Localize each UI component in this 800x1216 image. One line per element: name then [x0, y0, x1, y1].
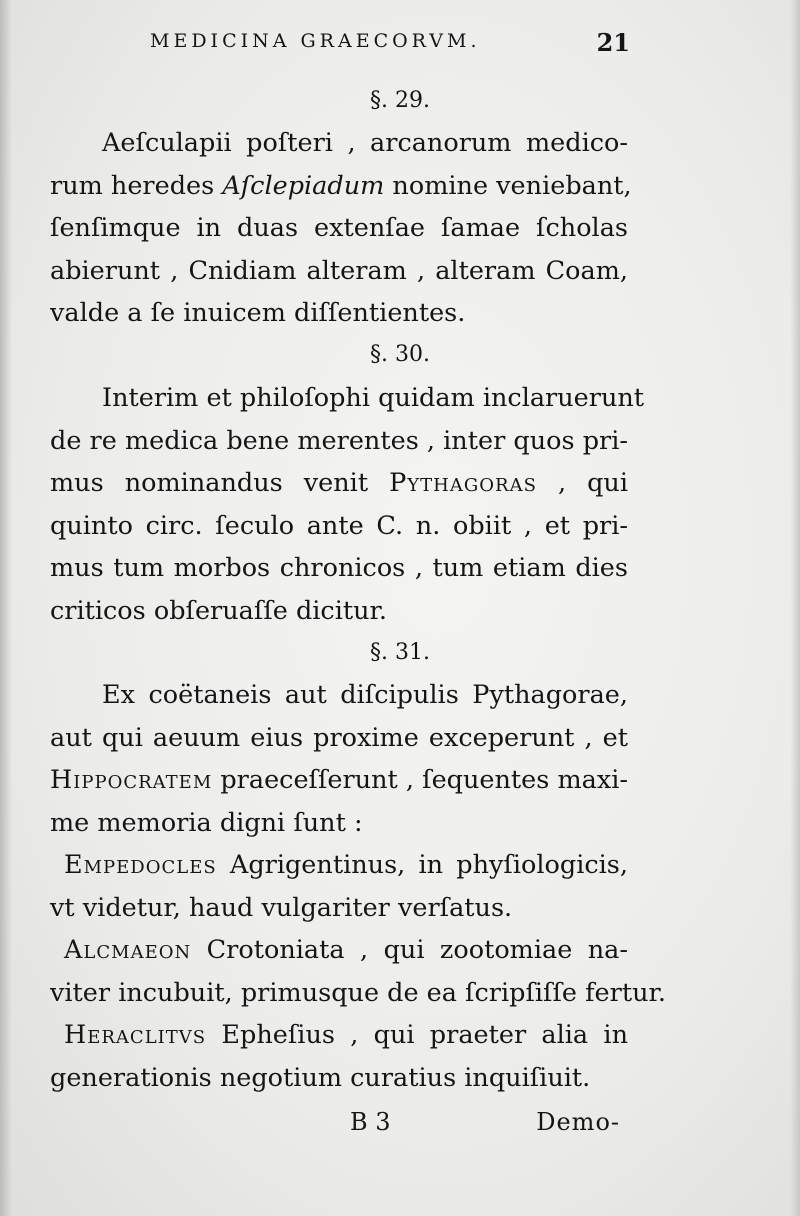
text-line: Ex coëtaneis aut diſcipulis Pythagorae, — [102, 680, 628, 710]
page-left-edge-shadow — [0, 0, 12, 1216]
text-line: de re medica bene merentes , inter quos pri- — [50, 425, 628, 456]
section-mark-30: §. 30. — [370, 342, 430, 367]
text-line: viter incubuit, primusque de ea ſcripſiſſe fertur. — [50, 977, 666, 1008]
text-line: ſenſimque in duas extenſae ſamae ſcholas — [50, 213, 628, 243]
text-line: me memoria digni ſunt : — [50, 807, 363, 838]
page-right-edge-shadow — [790, 0, 800, 1216]
paragraph-31 — [50, 674, 666, 1099]
text-line: Empedocles Agrigentinus, in phyſiologicis, — [64, 850, 628, 880]
text-line: vt videtur, haud vulgariter verſatus. — [50, 892, 513, 923]
page-footer — [350, 1108, 620, 1148]
text-line: valde a ſe inuicem diſſentientes. — [50, 298, 466, 328]
paragraph-30 — [50, 377, 645, 632]
text-line: mus tum morbos chronicos , tum etiam dies — [50, 553, 628, 583]
text-line: generationis negotium curatius inquiſiuit. — [50, 1062, 591, 1093]
text-line: quinto circ. ſeculo ante C. n. obiit , et pri- — [50, 510, 628, 541]
page-header — [150, 28, 630, 62]
text-line: Heraclitvs Epheſius , qui praeter alia in — [64, 1020, 628, 1050]
page-number: 21 — [596, 28, 630, 57]
signature-mark: B 3 — [350, 1108, 391, 1136]
catchword: Demo- — [536, 1108, 620, 1136]
paragraph-29 — [50, 122, 632, 335]
section-mark-31: §. 31. — [370, 640, 430, 665]
text-line: rum heredes Aſclepiadum nomine veniebant, — [50, 170, 632, 201]
text-line: Interim et philoſophi quidam inclaruerunt — [102, 383, 645, 413]
section-mark-29: §. 29. — [370, 88, 430, 113]
running-title: MEDICINA GRAECORVM. — [150, 30, 481, 52]
text-line: Aeſculapii poſteri , arcanorum medico- — [102, 128, 628, 158]
text-line: Alcmaeon Crotoniata , qui zootomiae na- — [64, 935, 628, 965]
text-line: mus nominandus venit Pythagoras , qui — [50, 468, 628, 498]
text-line: Hippocratem praeceſſerunt , ſequentes maxi- — [50, 765, 628, 795]
text-line: aut qui aeuum eius proxime exceperunt , et — [50, 722, 628, 753]
text-line: criticos obſeruaſſe dicitur. — [50, 595, 388, 626]
text-line: abierunt , Cnidiam alteram , alteram Coam, — [50, 255, 628, 286]
